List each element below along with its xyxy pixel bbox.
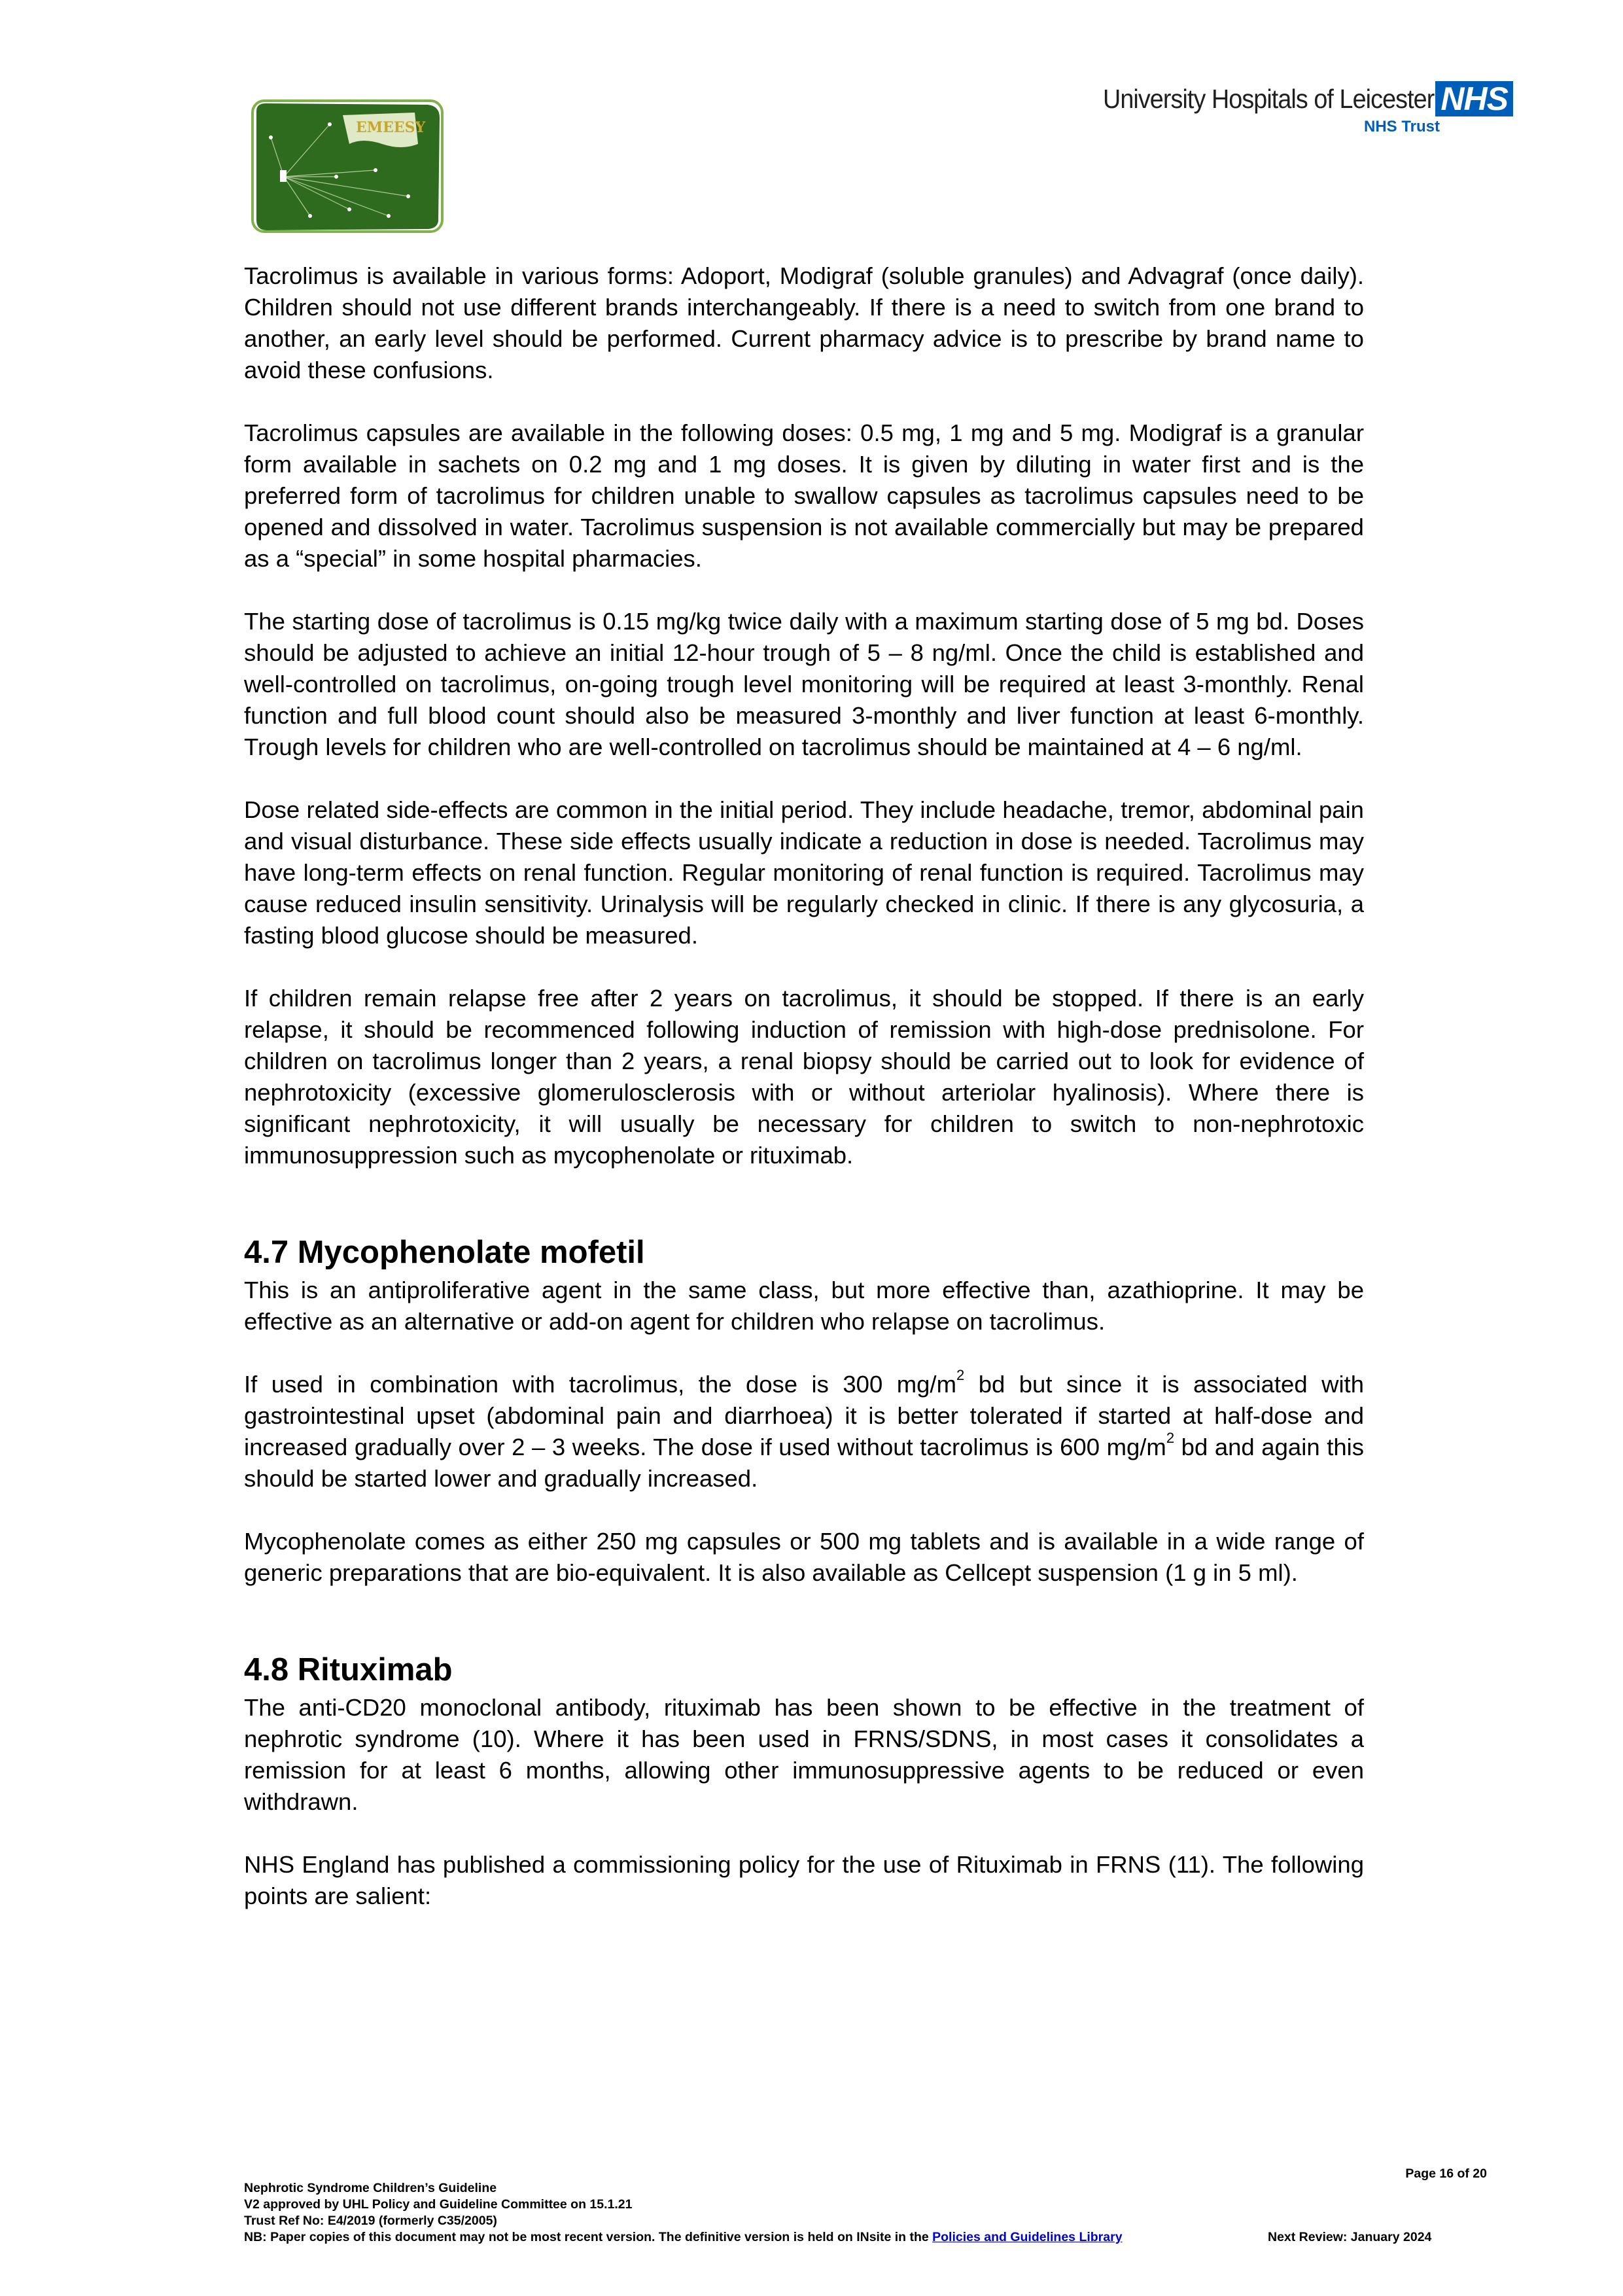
text-run: If used in combination with tacrolimus, the dose is 300 mg/m (244, 1371, 956, 1398)
paragraph: If children remain relapse free after 2 years on tacrolimus, it should be stopped. If there is an early relapse, it should be recommenced following induction of remission with high-dose prednisolone. For children on tacrolimus longer than 2 years, a renal biopsy should be carried out to look for evidence of nephrotoxicity (excessive glomerulosclerosis with or without arteriolar hyalinosis). Where there is significant nephrotoxicity, it will usually be necessary for children to switch to non-nephrotoxic immunosuppression such as mycophenolate or rituximab. (244, 985, 1364, 1169)
superscript: 2 (1166, 1429, 1175, 1446)
paragraph: Mycophenolate comes as either 250 mg capsules or 500 mg tablets and is available in a wide range of generic preparations that are bio-equivalent. It is also available as Cellcept suspension (1 g in 5 ml). (244, 1528, 1364, 1586)
paragraph: Dose related side-effects are common in the initial period. They include headache, tremor, abdominal pain and visual disturbance. These side effects usually indicate a reduction in dose is needed. Tacrolimus may have long-term effects on renal function. Regular monitoring of renal function is required. Tacrolimus may cause reduced insulin sensitivity. Urinalysis will be regularly checked in clinic. If there is any glycosuria, a fasting blood glucose should be measured. (244, 796, 1364, 949)
text-run: bd and again this should be started lower and gradually increased. (244, 1434, 1364, 1492)
paragraph: NHS England has published a commissioning policy for the use of Rituximab in FRNS (11). The following points are salient: (244, 1851, 1364, 1909)
trust-name: University Hospitals of Leicester (1103, 83, 1435, 114)
footer-title: Nephrotic Syndrome Children’s Guideline (244, 2181, 497, 2195)
page-footer (244, 2166, 1487, 2246)
footer-next-review: Next Review: January 2024 (1268, 2230, 1432, 2244)
paragraph-dosing (244, 1366, 1364, 1494)
paragraph: The starting dose of tacrolimus is 0.15 mg/kg twice daily with a maximum starting dose of 5 mg bd. Doses should be adjusted to achieve an initial 12-hour trough of 5 – 8 ng/ml. Once the child is established and well-controlled on tacrolimus, on-going trough level monitoring will be required at least 3-monthly. Renal function and full blood count should also be measured 3-monthly and liver function at least 6-monthly. Trough levels for children who are well-controlled on tacrolimus should be maintained at 4 – 6 ng/ml. (244, 608, 1364, 760)
footer-approval: V2 approved by UHL Policy and Guideline Committee on 15.1.21 (244, 2197, 633, 2212)
page-number: Page 16 of 20 (1405, 2166, 1487, 2181)
footer-note-text: NB: Paper copies of this document may not be most recent version. The definitive version is held on INsite in the (244, 2230, 933, 2244)
paragraph: Tacrolimus capsules are available in the following doses: 0.5 mg, 1 mg and 5 mg. Modigraf is a granular form available in sachets on 0.2 mg and 1 mg doses. It is given by diluting in water first and is the preferred form of tacrolimus for children unable to swallow capsules as tacrolimus capsules need to be opened and dissolved in water. Tacrolimus suspension is not available commercially but may be prepared as a “special” in some hospital pharmacies. (244, 419, 1364, 572)
section-heading-mycophenolate: 4.7 Mycophenolate mofetil (244, 1235, 645, 1270)
policies-library-link[interactable]: Policies and Guidelines Library (932, 2230, 1123, 2244)
logo-text: EMEESY (356, 119, 426, 136)
document-body (244, 260, 1364, 1943)
footer-trust-ref: Trust Ref No: E4/2019 (formerly C35/2005) (244, 2214, 497, 2228)
superscript: 2 (956, 1366, 965, 1383)
nhs-trust-label: NHS Trust (1363, 118, 1440, 135)
paragraph: The anti-CD20 monoclonal antibody, rituximab has been shown to be effective in the treatment of nephrotic syndrome (10). Where it has been used in FRNS/SDNS, in most cases it consolidates a remission for at least 6 months, allowing other immunosuppressive agents to be reduced or even withdrawn. (244, 1694, 1364, 1815)
nhs-logo: NHS (1435, 81, 1513, 116)
emeesy-logo (251, 98, 445, 234)
paragraph: This is an antiproliferative agent in the same class, but more effective than, azathioprine. It may be effective as an alternative or add-on agent for children who relapse on tacrolimus. (244, 1277, 1364, 1335)
trust-header (1074, 81, 1513, 136)
text-run: bd but since it is associated with gastrointestinal upset (abdominal pain and diarrhoea) it is better tolerated if started at half-dose and increased gradually over 2 – 3 weeks. The dose if used without tacrolimus is 600 mg/m (244, 1371, 1364, 1460)
section-heading-rituximab: 4.8 Rituximab (244, 1652, 453, 1687)
paragraph: Tacrolimus is available in various forms: Adoport, Modigraf (soluble granules) and Advagraf (once daily). Children should not use different brands interchangeably. If there is a need to switch from one brand to another, an early level should be performed. Current pharmacy advice is to prescribe by brand name to avoid these confusions. (244, 262, 1364, 383)
